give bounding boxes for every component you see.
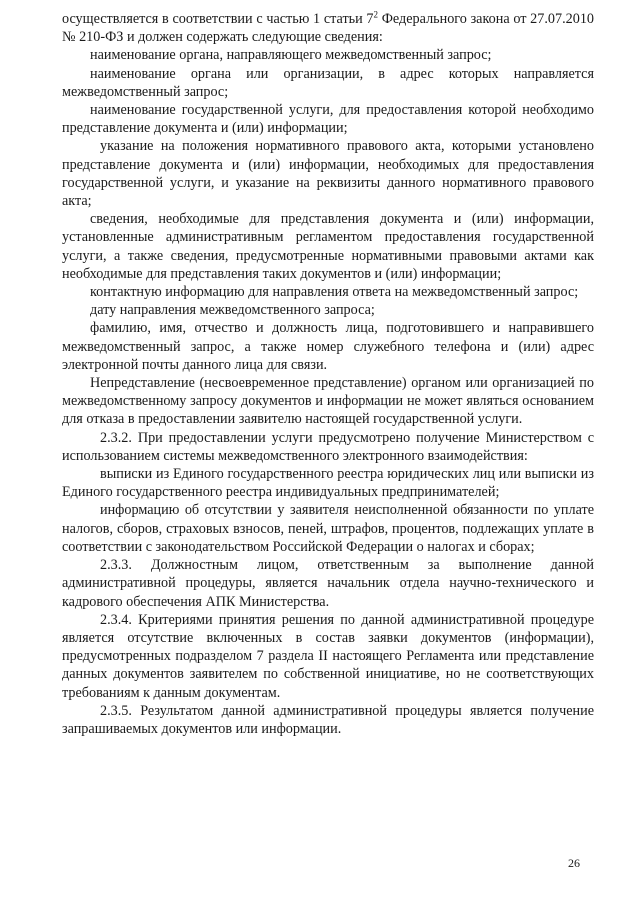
article-superscript: 2 — [373, 9, 379, 20]
paragraph: указание на положения нормативного правового акта, которыми установлено представление документа и (или) информации, необходимых для предоставления государственной услуги, и указание на реквизиты данного нормативного правового акта; — [62, 138, 594, 210]
paragraph: выписки из Единого государственного реестра юридических лиц или выписки из Единого государственного реестра индивидуальных предпринимателей; — [62, 466, 594, 501]
page-number: 26 — [568, 856, 580, 870]
section-2-3-3-paragraph: 2.3.3. Должностным лицом, ответственным за выполнение данной административной процедуры, является начальник отдела научно-технического и кадрового обеспечения АПК Министерства. — [62, 557, 594, 610]
paragraph: наименование органа или организации, в адрес которых направляется межведомственный запрос; — [62, 65, 594, 100]
intro-text: осуществляется в соответствии с частью 1 статьи 7 — [62, 11, 374, 27]
paragraph: сведения, необходимые для представления документа и (или) информации, установленные административным регламентом предоставления государственной услуги, а также сведения, предусмотренные нормативными правовыми актами как необходимые для представления таких документов и (или) информации; — [62, 211, 594, 282]
section-2-3-4-paragraph: 2.3.4. Критериями принятия решения по данной административной процедуре является отсутствие включенных в состав заявки документов (информации), предусмотренных подразделом 7 раздела II настоящего Регламента или представление данных документов заявителем по собственной инициативе, но не соответствующих требованиям к данным документам. — [62, 611, 594, 701]
document-body — [62, 10, 594, 738]
paragraph: информацию об отсутствии у заявителя неисполненной обязанности по уплате налогов, сборов, страховых взносов, пеней, штрафов, процентов, подлежащих уплате в соответствии с законодательством Российской Федерации о налогах и сборах; — [62, 502, 594, 555]
section-2-3-2-paragraph: 2.3.2. При предоставлении услуги предусмотрено получение Министерством с использованием системы межведомственного электронного взаимодействия: — [62, 429, 594, 464]
paragraph: контактную информацию для направления ответа на межведомственный запрос; — [90, 284, 579, 301]
paragraph: наименование государственной услуги, для предоставления которой необходимо представление документа и (или) информации; — [62, 102, 594, 137]
intro-text-continued: Федерального закона от 27.07.2010 № 210-ФЗ и должен содержать следующие сведения: — [62, 11, 595, 46]
intro-paragraph — [62, 10, 594, 46]
paragraph: фамилию, имя, отчество и должность лица, подготовившего и направившего межведомственный запрос, а также номер служебного телефона и (или) адрес электронной почты данного лица для связи. — [62, 320, 594, 373]
section-2-3-5-paragraph: 2.3.5. Результатом данной административной процедуры является получение запрашиваемых документов или информации. — [62, 702, 594, 737]
paragraph: Непредставление (несвоевременное представление) органом или организацией по межведомственному запросу документов и информации не может являться основанием для отказа в предоставлении заявителю настоящей государственной услуги. — [62, 375, 594, 428]
paragraph: дату направления межведомственного запроса; — [90, 302, 375, 319]
paragraph: наименование органа, направляющего межведомственный запрос; — [90, 47, 492, 64]
